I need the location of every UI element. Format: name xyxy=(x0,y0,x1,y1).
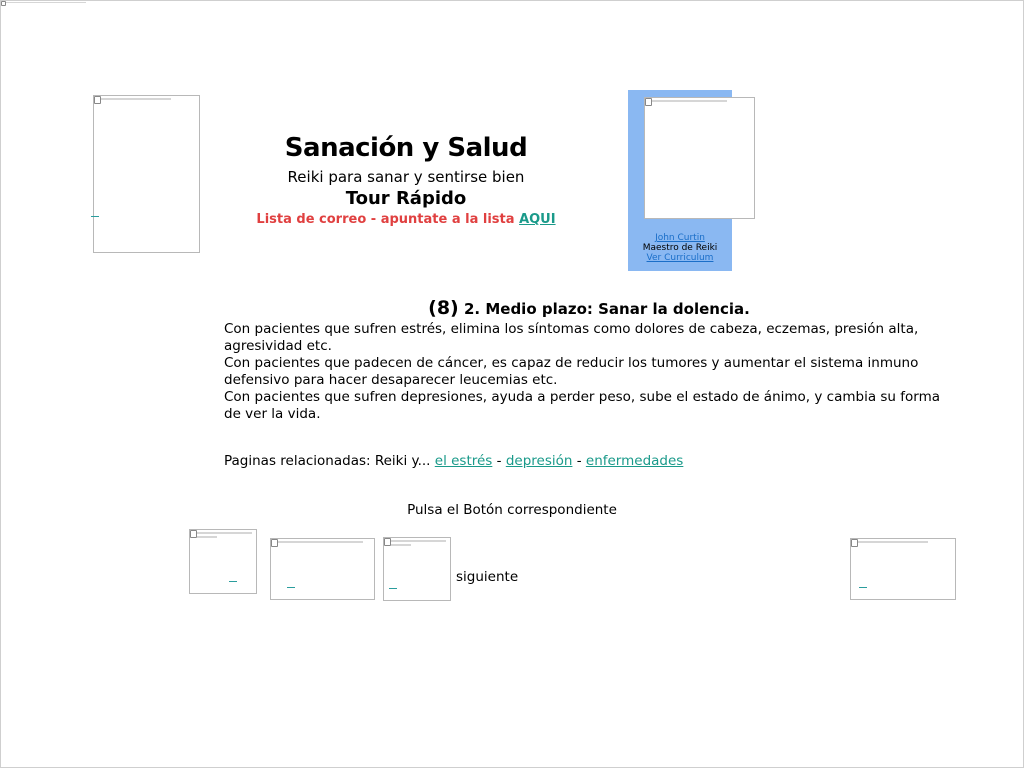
related-link-depresion[interactable]: depresión xyxy=(505,453,573,469)
navigation-instruction: Pulsa el Botón correspondiente xyxy=(407,502,617,518)
related-pages xyxy=(224,453,954,469)
related-separator: - xyxy=(576,453,582,469)
broken-image-icon xyxy=(384,538,391,546)
page-title: Sanación y Salud xyxy=(284,133,528,163)
mailing-list-text: Lista de correo - apuntate a la lista xyxy=(256,212,515,227)
page-subtitle: Reiki para sanar y sentirse bien xyxy=(287,168,525,186)
mailing-list-link[interactable]: AQUI xyxy=(519,212,556,227)
nav-button-home[interactable] xyxy=(189,529,257,594)
paragraph: Con pacientes que sufren depresiones, ayuda a perder peso, sube el estado de ánimo, y cambia su forma de ver la vida. xyxy=(224,389,941,422)
nav-button-extra[interactable] xyxy=(850,538,956,600)
nav-button-next[interactable] xyxy=(383,537,451,601)
broken-image-icon xyxy=(851,539,858,547)
related-separator: - xyxy=(496,453,502,469)
mailing-list-line xyxy=(200,212,612,227)
header-left-image[interactable] xyxy=(93,95,200,253)
broken-image-icon xyxy=(94,96,101,104)
author-name-link[interactable]: John Curtin xyxy=(655,233,705,243)
related-prefix: Paginas relacionadas: Reiki y... xyxy=(224,453,431,469)
related-link-estres[interactable]: el estrés xyxy=(434,453,493,469)
next-label: siguiente xyxy=(456,569,519,585)
tour-heading: Tour Rápido xyxy=(345,188,467,209)
section-heading xyxy=(224,297,954,319)
broken-image-icon xyxy=(190,530,197,538)
author-photo xyxy=(644,97,755,219)
broken-image-icon xyxy=(645,98,652,106)
related-link-enfermedades[interactable]: enfermedades xyxy=(585,453,684,469)
broken-image-icon xyxy=(271,539,278,547)
paragraph: Con pacientes que sufren estrés, elimina los síntomas como dolores de cabeza, eczemas, presión alta, agresividad etc. xyxy=(224,321,919,354)
nav-button-index[interactable] xyxy=(270,538,375,600)
author-role: Maestro de Reiki xyxy=(642,243,718,253)
section-title: 2. Medio plazo: Sanar la dolencia. xyxy=(463,300,750,318)
author-cv-link[interactable]: Ver Curriculum xyxy=(646,253,714,263)
section-body xyxy=(224,321,954,423)
section-number: (8) xyxy=(428,297,459,319)
paragraph: Con pacientes que padecen de cáncer, es capaz de reducir los tumores y aumentar el sistema inmuno defensivo para hacer desaparecer leucemias etc. xyxy=(224,355,919,388)
broken-image-icon xyxy=(1,1,91,5)
author-info xyxy=(628,233,732,263)
